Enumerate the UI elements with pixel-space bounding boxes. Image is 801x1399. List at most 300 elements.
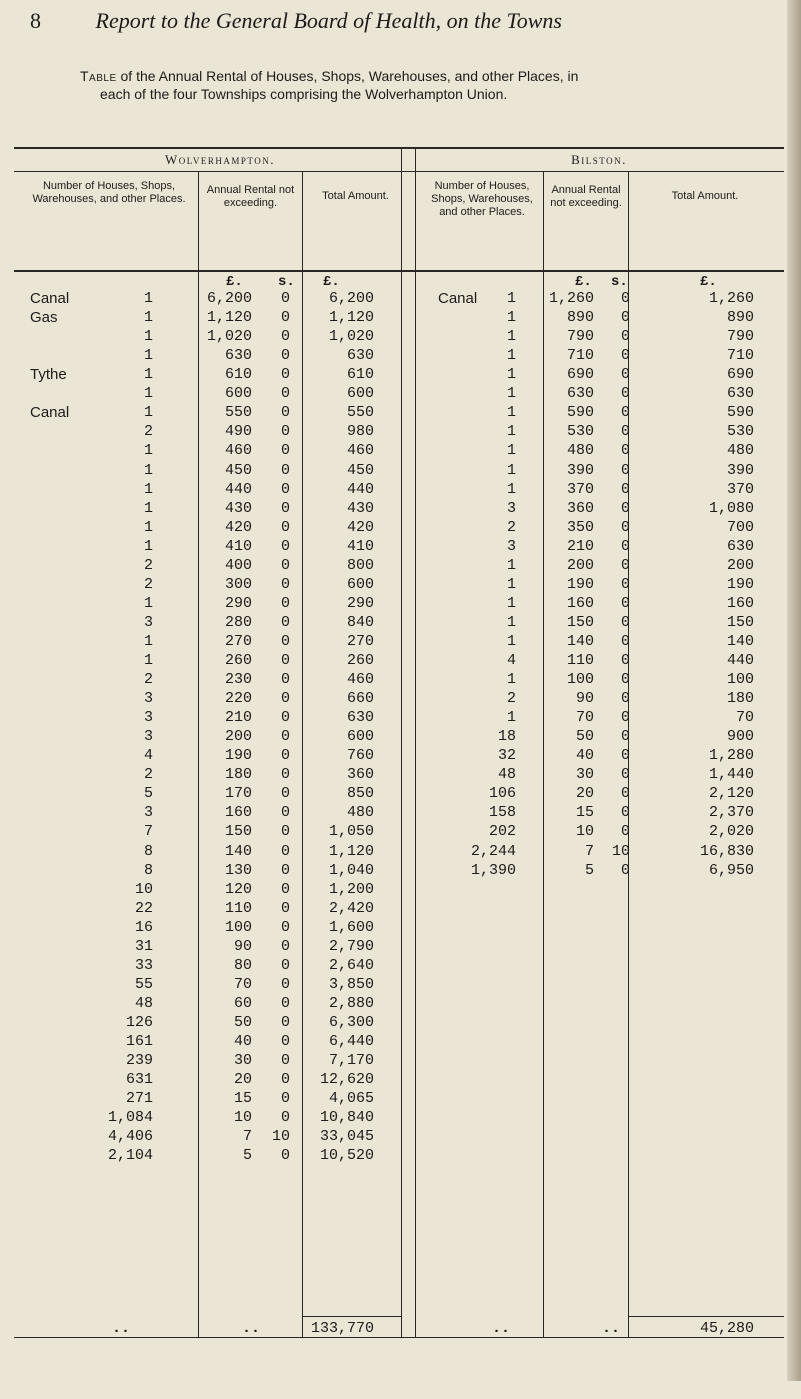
row-shillings: 0	[280, 309, 290, 327]
bilston-row-pounds: 5	[584, 861, 594, 879]
row-count: 31	[134, 937, 153, 955]
bilston-table-row	[0, 384, 790, 404]
row-count: 1	[143, 461, 153, 479]
bilston-table-row	[0, 422, 790, 442]
section-title-wolverhampton: Wolverhampton.	[164, 152, 276, 167]
row-shillings: 0	[280, 518, 290, 536]
row-pounds: 180	[224, 766, 252, 784]
row-count: 16	[134, 918, 153, 936]
table-row	[0, 918, 790, 938]
bilston-table-row	[0, 365, 790, 385]
row-count: 8	[143, 861, 153, 879]
row-pounds: 300	[224, 575, 252, 593]
bilston-row-total: 100	[726, 671, 754, 688]
row-total: 2,790	[328, 937, 374, 955]
row-count: 126	[125, 1013, 153, 1031]
row-pounds: 270	[224, 632, 252, 650]
bilston-row-pounds: 710	[566, 347, 594, 365]
row-shillings: 0	[280, 499, 290, 517]
row-count: 1	[143, 442, 153, 460]
row-pounds: 200	[224, 728, 252, 746]
row-pounds: 120	[224, 880, 252, 898]
row-pounds: 280	[224, 613, 252, 631]
row-count: 3	[143, 613, 153, 631]
row-total: 10,520	[319, 1147, 374, 1165]
bilston-row-total: 140	[726, 632, 754, 650]
row-total: 1,020	[328, 328, 374, 346]
table-row	[0, 937, 790, 957]
row-shillings: 0	[280, 423, 290, 441]
bilston-row-shillings: 0	[620, 537, 630, 555]
bilston-row-count: 1	[506, 671, 516, 688]
table-caption	[80, 67, 780, 103]
col-header-total-bilston: Total Amount.	[671, 190, 739, 202]
bilston-row-pounds: 20	[575, 785, 594, 803]
bilston-row-count: 1	[506, 575, 516, 593]
row-total: 410	[346, 537, 374, 555]
total-rule-wolverhampton	[302, 1316, 401, 1317]
bilston-table-row	[0, 784, 790, 804]
col-header-number-bilston: Number of Houses, Shops, Warehouses, and other Places.	[431, 180, 533, 218]
bilston-row-pounds: 690	[566, 366, 594, 384]
row-shillings: 0	[280, 994, 290, 1012]
row-pounds: 15	[233, 1090, 252, 1108]
bilston-row-pounds: 190	[566, 575, 594, 593]
bilston-row-label: Canal	[438, 290, 478, 307]
bilston-row-count: 1,390	[470, 861, 516, 879]
row-count: 1	[143, 499, 153, 517]
row-shillings: 0	[280, 632, 290, 650]
row-count: 2	[143, 556, 153, 574]
row-shillings: 0	[280, 861, 290, 879]
bilston-row-pounds: 210	[566, 537, 594, 555]
bilston-row-count: 1	[506, 594, 516, 612]
row-total: 760	[346, 747, 374, 765]
row-total: 1,200	[328, 880, 374, 898]
total-amount-bilston: 45,280	[699, 1320, 754, 1337]
row-count: 3	[143, 690, 153, 707]
bilston-table-row	[0, 670, 790, 690]
row-count: 631	[125, 1071, 153, 1089]
row-pounds: 7	[242, 1128, 252, 1146]
row-shillings: 0	[280, 385, 290, 403]
row-total: 33,045	[319, 1128, 374, 1146]
row-total: 1,120	[328, 842, 374, 860]
bilston-row-total: 1,280	[708, 747, 754, 765]
row-total: 290	[346, 594, 374, 612]
total-rule-bilston	[628, 1316, 784, 1317]
row-total: 980	[346, 423, 374, 441]
row-total: 440	[346, 480, 374, 498]
row-pounds: 130	[224, 861, 252, 879]
unit-pounds-bilston: £.	[575, 274, 592, 290]
row-total: 6,200	[328, 290, 374, 307]
bilston-row-count: 4	[506, 652, 516, 669]
row-shillings: 0	[280, 728, 290, 746]
bilston-row-count: 106	[488, 785, 516, 803]
row-count: 1	[143, 652, 153, 669]
bilston-row-count: 1	[506, 461, 516, 479]
row-pounds: 230	[224, 671, 252, 688]
row-total: 1,050	[328, 823, 374, 841]
bilston-row-count: 1	[506, 556, 516, 574]
bilston-row-count: 1	[506, 442, 516, 460]
table-row	[0, 956, 790, 976]
bilston-row-count: 1	[506, 290, 516, 307]
row-total: 660	[346, 690, 374, 707]
bilston-table-row	[0, 651, 790, 671]
row-pounds: 290	[224, 594, 252, 612]
row-shillings: 0	[280, 1071, 290, 1089]
bilston-row-count: 1	[506, 423, 516, 441]
row-pounds: 220	[224, 690, 252, 707]
bilston-row-total: 630	[726, 537, 754, 555]
bilston-row-shillings: 0	[620, 461, 630, 479]
running-title: Report to the General Board of Health, on the Towns	[95, 8, 562, 33]
bilston-row-shillings: 0	[620, 671, 630, 688]
bilston-row-pounds: 40	[575, 747, 594, 765]
bilston-row-count: 3	[506, 537, 516, 555]
bilston-row-count: 3	[506, 499, 516, 517]
bilston-row-shillings: 0	[620, 823, 630, 841]
row-total: 600	[346, 385, 374, 403]
bilston-row-pounds: 370	[566, 480, 594, 498]
row-total: 260	[346, 652, 374, 669]
row-pounds: 90	[233, 937, 252, 955]
row-count: 2	[143, 423, 153, 441]
bilston-row-count: 48	[497, 766, 516, 784]
bilston-table-row	[0, 632, 790, 652]
bilston-row-total: 370	[726, 480, 754, 498]
bilston-row-shillings: 0	[620, 556, 630, 574]
row-total: 1,600	[328, 918, 374, 936]
bilston-table-row	[0, 803, 790, 823]
bilston-row-shillings: 0	[620, 632, 630, 650]
bilston-row-pounds: 10	[575, 823, 594, 841]
row-shillings: 0	[280, 1090, 290, 1108]
bilston-table-row	[0, 556, 790, 576]
bilston-row-total: 480	[726, 442, 754, 460]
bilston-table-row	[0, 537, 790, 557]
row-total: 1,120	[328, 309, 374, 327]
row-count: 271	[125, 1090, 153, 1108]
bilston-row-count: 2	[506, 690, 516, 707]
bilston-row-pounds: 70	[575, 709, 594, 727]
row-shillings: 0	[280, 328, 290, 346]
unit-total: £.	[323, 274, 340, 290]
row-total: 630	[346, 347, 374, 365]
table-row	[0, 899, 790, 919]
row-total: 550	[346, 404, 374, 422]
bilston-row-pounds: 100	[566, 671, 594, 688]
row-count: 3	[143, 804, 153, 822]
total-amount: 133,770	[310, 1320, 374, 1337]
bilston-row-pounds: 7	[584, 842, 594, 860]
bilston-row-shillings: 0	[620, 328, 630, 346]
bilston-row-shillings: 0	[620, 804, 630, 822]
bilston-row-total: 690	[726, 366, 754, 384]
row-count: 8	[143, 842, 153, 860]
table-row	[0, 1089, 790, 1109]
bilston-row-count: 18	[497, 728, 516, 746]
row-pounds: 40	[233, 1033, 252, 1050]
row-count: 55	[134, 975, 153, 993]
bilston-row-shillings: 0	[620, 423, 630, 441]
bilston-row-pounds: 150	[566, 613, 594, 631]
row-total: 850	[346, 785, 374, 803]
row-pounds: 5	[242, 1147, 252, 1165]
section-title-bilston: Bilston.	[571, 152, 627, 167]
bilston-row-total: 150	[726, 613, 754, 631]
row-total: 630	[346, 709, 374, 727]
top-rule	[14, 147, 784, 149]
bilston-row-total: 1,260	[708, 290, 754, 307]
row-pounds: 460	[224, 442, 252, 460]
bilston-row-pounds: 530	[566, 423, 594, 441]
bilston-table-row	[0, 327, 790, 347]
row-pounds: 420	[224, 518, 252, 536]
bilston-row-shillings: 0	[620, 766, 630, 784]
row-label: Tythe	[30, 366, 67, 384]
row-pounds: 1,020	[206, 328, 252, 346]
row-count: 239	[125, 1052, 153, 1069]
row-total: 3,850	[328, 975, 374, 993]
bilston-table-row	[0, 480, 790, 500]
bilston-row-pounds: 390	[566, 461, 594, 479]
total-rental-bilston: ..	[601, 1320, 620, 1337]
bilston-row-shillings: 0	[620, 575, 630, 593]
bilston-table-row	[0, 746, 790, 766]
row-total: 6,440	[328, 1033, 374, 1050]
bilston-table-row	[0, 461, 790, 481]
col-header-total: Total Amount.	[322, 190, 389, 202]
row-pounds: 630	[224, 347, 252, 365]
bilston-row-shillings: 0	[620, 518, 630, 536]
bilston-row-count: 1	[506, 709, 516, 727]
row-total: 7,170	[328, 1052, 374, 1069]
row-pounds: 400	[224, 556, 252, 574]
bilston-row-total: 16,830	[699, 842, 754, 860]
row-shillings: 0	[280, 671, 290, 688]
bilston-row-count: 158	[488, 804, 516, 822]
bilston-row-count: 32	[497, 747, 516, 765]
bilston-row-total: 440	[726, 652, 754, 669]
unit-total-bilston: £.	[700, 274, 717, 290]
table-row	[0, 1070, 790, 1090]
row-pounds: 60	[233, 994, 252, 1012]
row-pounds: 30	[233, 1052, 252, 1069]
row-total: 2,420	[328, 899, 374, 917]
row-total: 600	[346, 728, 374, 746]
row-shillings: 0	[280, 785, 290, 803]
bilston-row-count: 2,244	[470, 842, 516, 860]
table-row	[0, 880, 790, 900]
row-shillings: 0	[280, 461, 290, 479]
row-total: 10,840	[319, 1109, 374, 1127]
bilston-row-total: 160	[726, 594, 754, 612]
bilston-row-count: 1	[506, 347, 516, 365]
row-label: Canal	[30, 404, 70, 422]
bilston-row-shillings: 0	[620, 347, 630, 365]
row-shillings: 0	[280, 766, 290, 784]
row-count: 48	[134, 994, 153, 1012]
bilston-row-pounds: 890	[566, 309, 594, 327]
row-total: 2,880	[328, 994, 374, 1012]
row-shillings: 0	[280, 823, 290, 841]
row-count: 3	[143, 709, 153, 727]
bilston-row-pounds: 790	[566, 328, 594, 346]
bilston-table-row	[0, 518, 790, 538]
row-shillings: 0	[280, 613, 290, 631]
bilston-row-count: 1	[506, 632, 516, 650]
row-shillings: 0	[280, 366, 290, 384]
row-label: Gas	[30, 309, 58, 327]
row-shillings: 0	[280, 956, 290, 974]
row-count: 2	[143, 766, 153, 784]
bilston-row-count: 1	[506, 385, 516, 403]
total-count-bilston: ..	[491, 1320, 510, 1337]
row-shillings: 0	[280, 975, 290, 993]
row-pounds: 450	[224, 461, 252, 479]
bilston-table-row	[0, 613, 790, 633]
caption-text-second: each of the four Townships comprising the Wolverhampton Union.	[100, 86, 508, 102]
bilston-row-pounds: 590	[566, 404, 594, 422]
row-pounds: 1,120	[206, 309, 252, 327]
bilston-table-row	[0, 708, 790, 728]
row-total: 840	[346, 613, 374, 631]
row-shillings: 0	[280, 880, 290, 898]
row-shillings: 0	[280, 1147, 290, 1165]
row-total: 800	[346, 556, 374, 574]
bilston-row-pounds: 200	[566, 556, 594, 574]
bilston-row-shillings: 0	[620, 385, 630, 403]
bilston-row-total: 180	[726, 690, 754, 707]
row-count: 1	[143, 366, 153, 384]
bilston-row-shillings: 0	[620, 290, 630, 307]
total-count: ..	[111, 1320, 130, 1337]
total-rental: ..	[241, 1320, 260, 1337]
bilston-row-shillings: 0	[620, 728, 630, 746]
row-shillings: 0	[280, 442, 290, 460]
bilston-row-pounds: 630	[566, 385, 594, 403]
bilston-row-pounds: 160	[566, 594, 594, 612]
row-count: 4	[143, 747, 153, 765]
row-count: 5	[143, 785, 153, 803]
bilston-row-shillings: 0	[620, 594, 630, 612]
bilston-row-count: 1	[506, 328, 516, 346]
row-shillings: 0	[280, 918, 290, 936]
bilston-row-total: 70	[735, 709, 754, 727]
row-total: 450	[346, 461, 374, 479]
row-shillings: 0	[280, 804, 290, 822]
col-header-number: Number of Houses, Shops, Warehouses, and other Places.	[32, 180, 186, 205]
row-shillings: 0	[280, 1109, 290, 1127]
bilston-row-count: 1	[506, 366, 516, 384]
bilston-row-total: 630	[726, 385, 754, 403]
row-shillings: 0	[280, 537, 290, 555]
bilston-table-row	[0, 842, 790, 862]
bilston-table-row	[0, 289, 790, 309]
caption-lead: Table	[80, 68, 117, 84]
row-count: 1,084	[107, 1109, 153, 1127]
table-row	[0, 1051, 790, 1071]
bilston-table-row	[0, 499, 790, 519]
row-pounds: 170	[224, 785, 252, 803]
row-count: 1	[143, 632, 153, 650]
unit-pounds: £.	[226, 274, 243, 290]
total-row-bilston	[0, 1319, 790, 1339]
row-count: 1	[143, 537, 153, 555]
row-count: 1	[143, 404, 153, 422]
row-count: 2	[143, 575, 153, 593]
bilston-row-total: 2,370	[708, 804, 754, 822]
row-pounds: 210	[224, 709, 252, 727]
row-count: 1	[143, 328, 153, 346]
row-shillings: 0	[280, 347, 290, 365]
row-shillings: 0	[280, 899, 290, 917]
row-shillings: 0	[280, 290, 290, 307]
row-pounds: 50	[233, 1013, 252, 1031]
row-total: 480	[346, 804, 374, 822]
row-total: 460	[346, 671, 374, 688]
row-total: 460	[346, 442, 374, 460]
bilston-row-total: 1,080	[708, 499, 754, 517]
row-pounds: 160	[224, 804, 252, 822]
bilston-row-shillings: 0	[620, 366, 630, 384]
row-count: 22	[134, 899, 153, 917]
row-pounds: 490	[224, 423, 252, 441]
row-count: 33	[134, 956, 153, 974]
bilston-row-total: 390	[726, 461, 754, 479]
bilston-row-pounds: 1,260	[548, 290, 594, 307]
row-count: 1	[143, 290, 153, 307]
bilston-row-total: 2,120	[708, 785, 754, 803]
row-total: 1,040	[328, 861, 374, 879]
bilston-row-count: 1	[506, 404, 516, 422]
bilston-row-shillings: 0	[620, 404, 630, 422]
bilston-row-count: 2	[506, 518, 516, 536]
bilston-row-total: 590	[726, 404, 754, 422]
bilston-row-pounds: 110	[566, 652, 594, 669]
table-row	[0, 975, 790, 995]
row-shillings: 0	[280, 556, 290, 574]
bilston-row-total: 700	[726, 518, 754, 536]
row-shillings: 0	[280, 594, 290, 612]
row-count: 4,406	[107, 1128, 153, 1146]
row-shillings: 0	[280, 480, 290, 498]
bilston-row-count: 1	[506, 480, 516, 498]
row-pounds: 140	[224, 842, 252, 860]
bilston-row-shillings: 0	[620, 652, 630, 669]
row-pounds: 10	[233, 1109, 252, 1127]
row-pounds: 80	[233, 956, 252, 974]
row-pounds: 20	[233, 1071, 252, 1089]
bilston-table-row	[0, 765, 790, 785]
bilston-row-pounds: 350	[566, 518, 594, 536]
bilston-row-shillings: 0	[620, 499, 630, 517]
bilston-table-row	[0, 403, 790, 423]
row-count: 1	[143, 309, 153, 327]
bilston-row-total: 2,020	[708, 823, 754, 841]
section-rule	[14, 171, 784, 172]
bilston-row-shillings: 0	[620, 690, 630, 707]
unit-shillings-bilston: s.	[611, 274, 628, 290]
row-count: 2	[143, 671, 153, 688]
row-total: 4,065	[328, 1090, 374, 1108]
bilston-row-total: 710	[726, 347, 754, 365]
caption-text-first: of the Annual Rental of Houses, Shops, Warehouses, and other Places, in	[120, 68, 579, 84]
bilston-row-pounds: 30	[575, 766, 594, 784]
